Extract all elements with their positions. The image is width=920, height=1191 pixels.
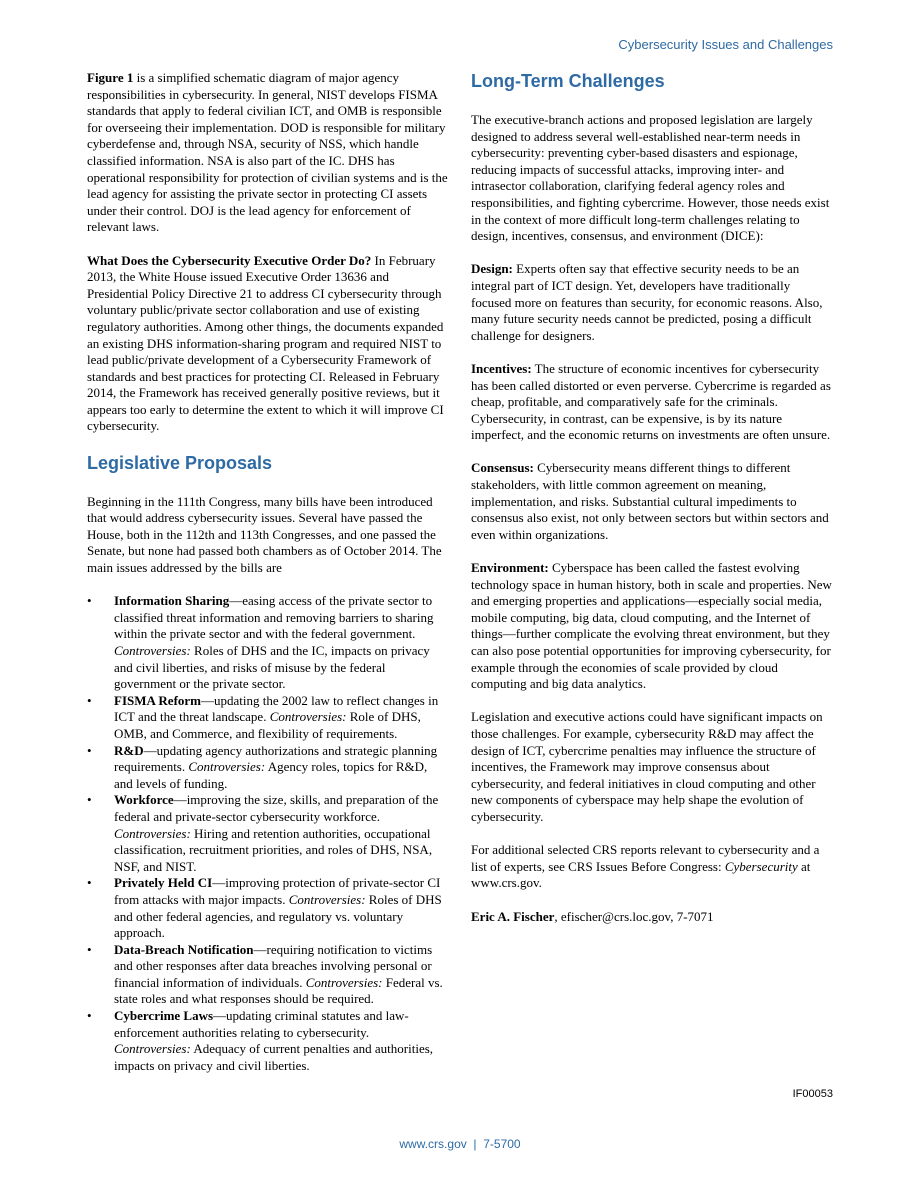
bullet-desc: —updating the 2002 law to reflect changes in ICT and the threat landscape. bbox=[114, 692, 439, 725]
bullet-icon: • bbox=[87, 941, 92, 957]
bullet-desc: —improving the size, skills, and preparation of the federal and private-sector cybersecurity workforce. bbox=[114, 792, 439, 824]
bullet-icon: • bbox=[87, 875, 92, 891]
bullet-term: Cybercrime Laws bbox=[114, 1008, 214, 1024]
incentives-text: The structure of economic incentives for cybersecurity has been called distorted or even perverse. Cybercrime is regarded as cheap, profitable, and comparatively safe for the criminals. Cybersecurity, in contrast, can be expensive, is by its nature imperfect, and the economic returns on investments are often unsure. bbox=[471, 360, 831, 443]
design-paragraph bbox=[471, 261, 833, 344]
page-footer bbox=[0, 1137, 920, 1151]
bullet-term: Data-Breach Notification bbox=[114, 941, 254, 957]
bullet-rest: Hiring and retention authorities, occupational classification, recruitment priorities, and roles of DHS, NSA, NSF, and NIST. bbox=[114, 825, 433, 874]
additional-pre: For additional selected CRS reports relevant to cybersecurity and a list of experts, see CRS Issues Before Congress: bbox=[471, 842, 820, 874]
bullet-desc: —improving protection of private-sector CI from attacks with major impacts. bbox=[114, 875, 441, 907]
bullet-label: Controversies: bbox=[269, 709, 347, 725]
incentives-paragraph bbox=[471, 361, 833, 444]
author-name: Eric A. Fischer bbox=[471, 908, 555, 924]
design-lead: Design: bbox=[471, 261, 513, 277]
design-text: Experts often say that effective security needs to be an integral part of ICT design. Yet, developers have traditionally focused more on features than security, for economic reasons. Also, many future security needs cannot be predicted, posing a difficult challenge for designers. bbox=[471, 261, 823, 343]
legislative-proposals-heading: Legislative Proposals bbox=[87, 452, 273, 473]
bullet-rest: Federal vs. state roles and what responses should be required. bbox=[114, 974, 443, 1007]
legislation-impacts-paragraph: Legislation and executive actions could have significant impacts on those challenges. For example, cybersecurity R&D may affect the design of ICT, cybercrime penalties may influence the structure of incentives, the Framework may improve consensus about cybersecurity, and federal initiatives in cloud computing and other new components of cyberspace may help shape the evolution of cybersecurity. bbox=[471, 709, 823, 824]
long-term-challenges-heading: Long-Term Challenges bbox=[471, 71, 665, 91]
bullet-desc: —updating criminal statutes and law-enforcement authorities relating to cybersecurity. bbox=[114, 1008, 409, 1040]
bullet-rest: Role of DHS, OMB, and Commerce, and flexibility of requirements. bbox=[114, 709, 421, 741]
bullet-label: Controversies: bbox=[305, 974, 383, 990]
bullet-rest: Agency roles, topics for R&D, and levels of funding. bbox=[114, 759, 428, 791]
bullet-icon: • bbox=[87, 1008, 92, 1024]
bullet-icon: • bbox=[87, 593, 92, 609]
bullet-desc: —requiring notification to victims and other responses after data breaches involving personal or financial information of individuals. bbox=[114, 941, 433, 990]
bullet-label: Controversies: bbox=[288, 891, 366, 907]
left-column bbox=[87, 70, 449, 1074]
bullet-label: Controversies: bbox=[188, 759, 266, 775]
list-item bbox=[87, 942, 449, 1008]
consensus-text: Cybersecurity means different things to different stakeholders, with little common agreement on meaning, implementation, and risks. Substantial cultural impediments to consensus also exist, not only between sectors but within sectors and even within organizations. bbox=[471, 460, 829, 542]
intro-text: is a simplified schematic diagram of major agency responsibilities in cybersecurity. In general, NIST develops FISMA standards that apply to federal civilian ICT, and OMB is responsible for overseeing their implementation. DOD is responsible for military cyberdefense and, through NSA, security of NSS, which handle classified information. NSA is also part of the IC. DHS has operational responsibility for protection of civilian systems and is the lead agency for assisting the private sector in protecting CI assets under their control. DOJ is the lead agency for enforcement of relevant laws. bbox=[87, 70, 448, 235]
legislative-intro: Beginning in the 111th Congress, many bills have been introduced that would address cybersecurity issues. Several have passed the House, both in the 112th and 113th Congresses, and one passed the Senate, but none had passed both chambers as of October 2014. The main issues addressed by the bills are bbox=[87, 493, 442, 576]
bullet-desc: —updating agency authorizations and strategic planning requirements. bbox=[114, 742, 438, 775]
bullet-icon: • bbox=[87, 792, 92, 808]
incentives-lead: Incentives: bbox=[471, 360, 532, 376]
footer-url: www.crs.gov bbox=[399, 1137, 467, 1151]
author-line bbox=[471, 909, 833, 926]
bullet-desc: —easing access of the private sector to classified threat information and removing barriers to sharing within the private sector and with the federal government. bbox=[114, 593, 434, 642]
bullet-term: Information Sharing bbox=[114, 593, 230, 609]
list-item bbox=[87, 1008, 449, 1074]
consensus-paragraph bbox=[471, 460, 833, 543]
executive-order-text: In February 2013, the White House issued Executive Order 13636 and Presidential Policy Directive 21 to address CI cybersecurity through voluntary public/private sector collaboration and use of existing regulatory authorities. Among other things, the documents expanded an existing DHS information-sharing program and required NIST to lead public/private development of a Cybersecurity Framework of standards and best practices for protecting CI. Released in February 2014, the Framework has received generally positive reviews, but it appears too early to determine the extent to which it will improve CI cybersecurity. bbox=[87, 252, 444, 434]
bullet-rest: Roles of DHS and the IC, impacts on privacy and civil liberties, and risks of misuse by the federal government or the private sector. bbox=[114, 643, 430, 692]
additional-post: at www.crs.gov. bbox=[471, 858, 811, 891]
bullet-rest: Adequacy of current penalties and authorities, impacts on privacy and civil liberties. bbox=[114, 1041, 434, 1073]
bullet-icon: • bbox=[87, 692, 92, 708]
intro-lead: Figure 1 bbox=[87, 70, 134, 85]
bullet-label: Controversies: bbox=[114, 1041, 191, 1057]
author-contact: , efischer@crs.loc.gov, 7-7071 bbox=[554, 908, 714, 924]
bullet-label: Controversies: bbox=[114, 643, 191, 658]
list-item bbox=[87, 875, 449, 941]
bullet-rest: Roles of DHS and other federal agencies, and regulatory vs. voluntary approach. bbox=[114, 891, 442, 941]
list-item bbox=[87, 693, 449, 743]
bullet-icon: • bbox=[87, 742, 92, 758]
long-term-intro: The executive-branch actions and proposed legislation are largely designed to address several well-established near-term needs in cybersecurity: preventing cyber-based disasters and espionage, reducing impacts of successful attacks, improving inter- and intrasector collaboration, clarifying federal agency roles and responsibilities, and fighting cybercrime. However, those needs exist in the context of more difficult long-term challenges relating to design, incentives, consensus, and environment (DICE): bbox=[471, 112, 830, 244]
executive-order-lead: What Does the Cybersecurity Executive Order Do? bbox=[87, 252, 372, 268]
environment-text: Cyberspace has been called the fastest evolving technology space in human history, both in scale and properties. New and emerging properties and applications—especially social media, mobile computing, big data, cloud computing, and the Internet of things—further complicate the evolving threat environment, but they can also pose potential opportunities for improving cybersecurity, for example through the economies of scale provided by cloud computing and big data analytics. bbox=[471, 560, 832, 692]
issues-list bbox=[87, 593, 449, 1074]
footer-phone: 7-5700 bbox=[483, 1137, 521, 1151]
environment-paragraph bbox=[471, 560, 833, 693]
bullet-term: Workforce bbox=[114, 792, 174, 808]
environment-lead: Environment: bbox=[471, 560, 549, 576]
additional-italic: Cybersecurity bbox=[724, 858, 798, 874]
right-column bbox=[471, 70, 833, 942]
list-item bbox=[87, 593, 449, 693]
intro-paragraph bbox=[87, 70, 449, 236]
footer-separator: | bbox=[473, 1137, 477, 1151]
list-item bbox=[87, 743, 449, 793]
report-id: IF00053 bbox=[792, 1088, 833, 1100]
list-item bbox=[87, 792, 449, 875]
bullet-term: Privately Held CI bbox=[114, 875, 213, 891]
bullet-term: R&D bbox=[114, 742, 144, 758]
additional-reports-paragraph bbox=[471, 842, 833, 892]
consensus-lead: Consensus: bbox=[471, 460, 534, 476]
bullet-label: Controversies: bbox=[114, 825, 191, 841]
executive-order-paragraph bbox=[87, 253, 449, 436]
page-header-title: Cybersecurity Issues and Challenges bbox=[618, 37, 833, 52]
bullet-term: FISMA Reform bbox=[114, 692, 202, 708]
